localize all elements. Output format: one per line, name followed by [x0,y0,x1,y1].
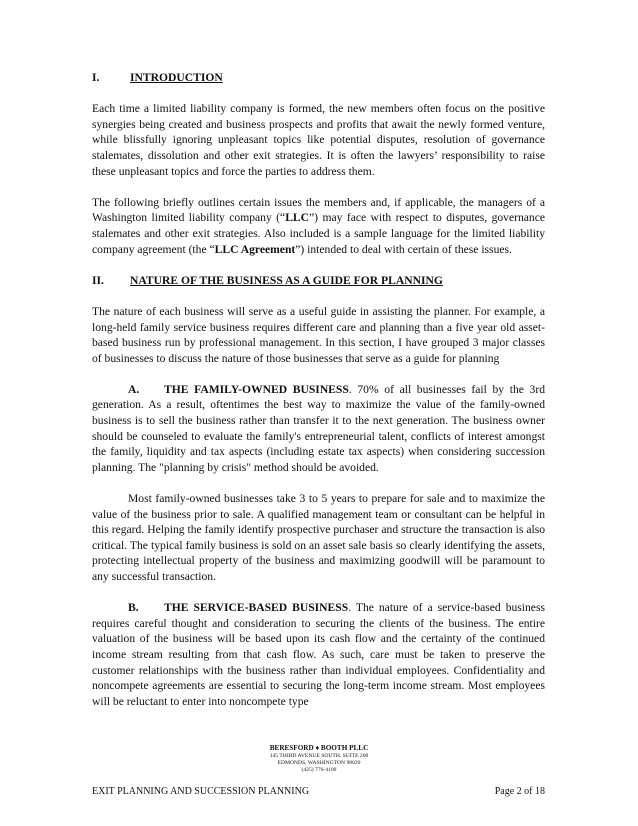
firm-letterhead [0,744,638,774]
defined-term-llc: LLC [285,211,310,225]
text-run: . 70% of all businesses fail by the 3rd generation. As a result, oftentimes the best way to maximize the value of the family-owned business is to sell the business rather than transfer it to the next generation. The business owner should be counseled to evaluate the family's entrepreneurial talent, conflicts of interest amongst the family, liquidity and tax aspects (including estate tax aspects) when considering succession planning. The "planning by crisis" method should be avoided. [92,382,545,474]
service-based-paragraph [92,600,545,709]
page-footer [92,786,545,798]
firm-phone: (425) 776-4100 [301,767,337,773]
firm-address-line-2: EDMONDS, WASHINGTON 98020 [277,760,361,766]
firm-name: BERESFORD ♦ BOOTH PLLC [269,744,369,752]
section-number: I. [92,71,100,84]
subsection-letter: A. [128,382,140,396]
nature-paragraph-1: The nature of each business will serve as a useful guide in assisting the planner. For example, a long-held family service business requires different care and planning than a five year old asset-based business run by professional management. In this section, I have grouped 3 major classes of businesses to discuss the nature of those businesses that serve as a guide for planning [92,304,545,365]
subsection-title: THE FAMILY-OWNED BUSINESS [164,382,349,396]
intro-paragraph-2 [92,195,545,257]
section-title: INTRODUCTION [130,71,223,84]
section-number: II. [92,273,104,287]
subsection-letter: B. [128,601,139,615]
defined-term-llc-agreement: LLC Agreement [214,242,296,256]
text-run: . The nature of a service-based business requires careful thought and consideration to securing the clients of the business. The entire valuation of the business will be based upon its cash flow and the certainty of the continued income stream resulting from that cash flow. As such, care must be taken to preserve the customer relationships with the business rather than individual employees. Confidentiality and noncompete agreements are essential to securing the long-term income stream. Most employees will be reluctant to enter into noncompete type [92,601,545,708]
page-content [92,70,545,725]
family-owned-paragraph-2: Most family-owned businesses take 3 to 5 years to prepare for sale and to maximize the value of the business prior to sale. A qualified management team or consultant can be helpful in this regard. Helping the family identify prospective purchaser and structure the transaction is also critical. The typical family business is sold on an asset sale basis so clearly identifying the assets, protecting intellectual property of the business and maximizing goodwill will be paramount to any successful transaction. [92,492,545,583]
family-owned-paragraph [92,382,545,476]
text-run: ”) may face with respect to disputes, governance stalemates and other exit strategies. Also included is a sample language for the limited liability company agreement (the “ [92,211,546,256]
firm-address-line-1: 145 THIRD AVENUE SOUTH, SUITE 200 [269,753,369,759]
subsection-title: THE SERVICE-BASED BUSINESS [164,601,349,615]
section-heading-introduction [92,70,545,86]
section-title: NATURE OF THE BUSINESS AS A GUIDE FOR PLANNING [130,273,443,287]
footer-page-number: Page 2 of 18 [494,786,545,797]
text-run: ”) intended to deal with certain of these issues. [295,242,512,256]
footer-document-title: EXIT PLANNING AND SUCCESSION PLANNING [92,786,310,797]
text-run: The following briefly outlines certain issues the members and, if applicable, the managers of a Washington limited liability company (“ [92,195,545,225]
intro-paragraph-1: Each time a limited liability company is formed, the new members often focus on the positive synergies being created and business prospects and profits that await the newly formed venture, while blissfully ignoring unpleasant topics like potential disputes, resolution of governance stalemates, dissolution and other exit strategies. It is often the lawyers’ responsibility to raise these unpleasant topics and force the parties to address them. [92,102,545,178]
section-heading-nature-of-business [92,273,545,289]
